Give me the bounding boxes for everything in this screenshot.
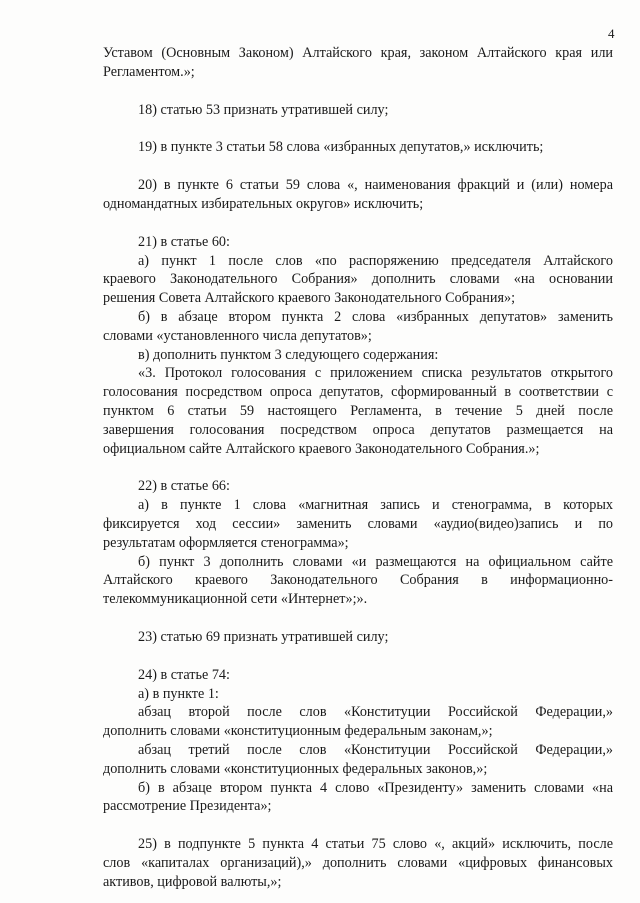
text-line: а) в пункте 1 слова «магнитная запись и стенограмма, в которых: [138, 497, 613, 514]
text-line: телекоммуникационной сети «Интернет»;».: [103, 591, 368, 608]
text-line: 18) статью 53 признать утратившей силу;: [138, 101, 389, 118]
paragraph-gap: [103, 458, 613, 477]
paragraph-gap: [103, 119, 613, 138]
text-line: «3. Протокол голосования с приложением списка результатов открытого: [138, 365, 613, 382]
text-line: одномандатных избирательных округов» исключить;: [103, 195, 424, 212]
text-line: а) пункт 1 после слов «по распоряжению председателя Алтайского: [138, 252, 613, 269]
paragraph-gap: [103, 214, 613, 233]
text-line: рассмотрение Президента»;: [103, 798, 272, 815]
text-line: б) пункт 3 дополнить словами «и размещаются на официальном сайте: [138, 553, 613, 570]
text-line: 25) в подпункте 5 пункта 4 статьи 75 слово «, акций» исключить, после: [138, 836, 613, 853]
text-line: Регламентом.»;: [103, 63, 195, 80]
text-line: активов, цифровой валюты,»;: [103, 873, 282, 890]
text-line: словами «установленного числа депутатов»;: [103, 327, 372, 344]
text-line: Алтайского краевого Законодательного Собрания в информационно-: [103, 572, 613, 589]
text-line: абзац второй после слов «Конституции Российской Федерации,»: [138, 704, 613, 721]
text-line: б) в абзаце втором пункта 2 слова «избранных депутатов» заменить: [138, 308, 613, 325]
text-line: 20) в пункте 6 статьи 59 слова «, наименования фракций и (или) номера: [138, 177, 613, 194]
text-line: 24) в статье 74:: [138, 666, 230, 683]
document-body: [103, 44, 613, 891]
text-line: краевого Законодательного Собрания» дополнить словами «на основании: [103, 271, 613, 288]
paragraph-gap: [103, 647, 613, 666]
text-line: 23) статью 69 признать утратившей силу;: [138, 628, 389, 645]
text-line: фиксируется ход сессии» заменить словами «аудио(видео)запись и по: [103, 515, 613, 532]
text-line: а) в пункте 1:: [138, 685, 219, 702]
page-number: 4: [608, 26, 615, 41]
text-line: б) в абзаце втором пункта 4 слово «Президенту» заменить словами «на: [138, 779, 613, 796]
paragraph-gap: [103, 82, 613, 101]
text-line: 19) в пункте 3 статьи 58 слова «избранных депутатов,» исключить;: [138, 139, 544, 156]
text-line: в) дополнить пунктом 3 следующего содержания:: [138, 346, 439, 363]
text-line: 21) в статье 60:: [138, 233, 230, 250]
text-line: пунктом 6 статьи 59 настоящего Регламента, в течение 5 дней после: [103, 402, 613, 419]
paragraph-gap: [103, 157, 613, 176]
text-line: завершения голосования посредством опроса депутатов размещается на: [103, 421, 613, 438]
text-line: решения Совета Алтайского краевого Законодательного Собрания»;: [103, 290, 516, 307]
text-line: официальном сайте Алтайского краевого Законодательного Собрания.»;: [103, 440, 540, 457]
text-line: 22) в статье 66:: [138, 478, 230, 495]
text-line: слов «капиталах организаций),» дополнить словами «цифровых финансовых: [103, 854, 613, 871]
text-line: Уставом (Основным Законом) Алтайского края, законом Алтайского края или: [103, 45, 613, 61]
text-line: дополнить словами «конституционных федеральных законов,»;: [103, 760, 488, 777]
paragraph-gap: [103, 816, 613, 835]
text-line: результатам оформляется стенограмма»;: [103, 534, 349, 551]
text-line: дополнить словами «конституционным федеральным законам,»;: [103, 723, 493, 740]
paragraph-gap: [103, 609, 613, 628]
text-line: абзац третий после слов «Конституции Российской Федерации,»: [138, 741, 613, 758]
text-line: голосования посредством опроса депутатов, сформированный в соответствии с: [103, 384, 613, 401]
